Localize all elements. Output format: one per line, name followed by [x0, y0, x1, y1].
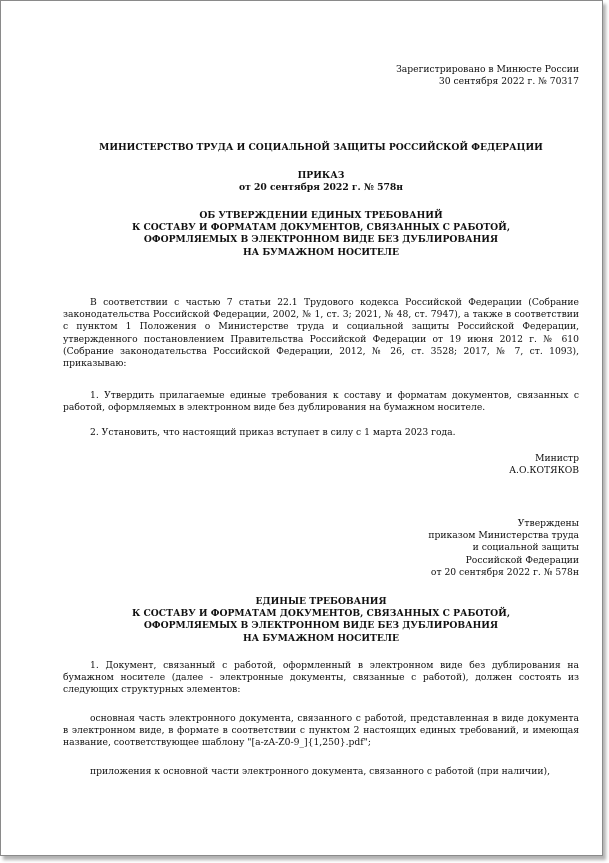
order-title-line: НА БУМАЖНОМ НОСИТЕЛЕ	[242, 246, 400, 258]
registration-line-2: 30 сентября 2022 г. № 70317	[438, 76, 579, 88]
order-label: ПРИКАЗ	[297, 170, 345, 181]
requirements-title-line: НА БУМАЖНОМ НОСИТЕЛЕ	[242, 632, 400, 644]
approval-line: Российской Федерации	[465, 554, 579, 566]
requirements-paragraph-3: приложения к основной части электронного документа, связанного с работой (при наличии),	[90, 766, 550, 777]
order-header	[63, 170, 579, 194]
approval-line: и социальной защиты	[472, 542, 579, 554]
requirements-paragraph-1: 1. Документ, связанный с работой, оформленный в электронном виде без дублирования на бумажном носителе (далее - электронные документы, связанные с работой), должен состоять из следующих структурных элементов:	[63, 660, 579, 696]
approval-line: приказом Министерства труда	[428, 530, 579, 542]
requirements-paragraph-2: основная часть электронного документа, связанного с работой, представленная в виде документа в электронном виде, в формате в соответствии с пунктом 2 настоящих единых требований, и имеющая название, соответствующее шаблону "[a-zA-Z0-9_]{1,250}.pdf";	[63, 713, 579, 749]
signature-position: Министр	[535, 453, 579, 464]
order-date: от 20 сентября 2022 г. № 578н	[238, 182, 404, 194]
approval-line: от 20 сентября 2022 г. № 578н	[430, 566, 579, 578]
requirements-title-line: ЕДИНЫЕ ТРЕБОВАНИЯ	[255, 596, 387, 607]
order-title-line: ОБ УТВЕРЖДЕНИИ ЕДИНЫХ ТРЕБОВАНИЙ	[199, 210, 443, 221]
registration-note	[63, 64, 579, 88]
order-item-2: 2. Установить, что настоящий приказ вступает в силу с 1 марта 2023 года.	[90, 427, 456, 438]
signature-block	[63, 453, 579, 477]
requirements-title-line: ОФОРМЛЯЕМЫХ В ЭЛЕКТРОННОМ ВИДЕ БЕЗ ДУБЛИРОВАНИЯ	[143, 620, 499, 632]
approval-stamp	[63, 518, 579, 579]
signature-name: А.О.КОТЯКОВ	[509, 465, 579, 477]
preamble-paragraph: В соответствии с частью 7 статьи 22.1 Трудового кодекса Российской Федерации (Собрание законодательства Российской Федерации, 2002, № 1, ст. 3; 2021, № 48, ст. 7947), а также в соответствии с пунктом 1 Положения о Министерстве труда и социальной защиты Российской Федерации, утвержденного постановлением Правительства Российской Федерации от 19 июня 2012 г. № 610 (Собрание законодательства Российской Федерации, 2012, № 26, ст. 3528; 2017, № 7, ст. 1093), приказываю:	[63, 297, 579, 370]
order-title-line: К СОСТАВУ И ФОРМАТАМ ДОКУМЕНТОВ, СВЯЗАННЫХ С РАБОТОЙ,	[131, 222, 511, 234]
registration-line-1: Зарегистрировано в Минюсте России	[396, 64, 579, 75]
order-title	[63, 210, 579, 259]
requirements-title	[63, 596, 579, 645]
requirements-title-line: К СОСТАВУ И ФОРМАТАМ ДОКУМЕНТОВ, СВЯЗАННЫХ С РАБОТОЙ,	[131, 608, 511, 620]
ministry-name: МИНИСТЕРСТВО ТРУДА И СОЦИАЛЬНОЙ ЗАЩИТЫ РОССИЙСКОЙ ФЕДЕРАЦИИ	[99, 142, 543, 153]
order-item-1: 1. Утвердить прилагаемые единые требования к составу и форматам документов, связанных с работой, оформляемых в электронном виде без дублирования на бумажном носителе.	[63, 390, 579, 414]
order-title-line: ОФОРМЛЯЕМЫХ В ЭЛЕКТРОННОМ ВИДЕ БЕЗ ДУБЛИРОВАНИЯ	[143, 234, 499, 246]
approval-line: Утверждены	[517, 518, 579, 529]
